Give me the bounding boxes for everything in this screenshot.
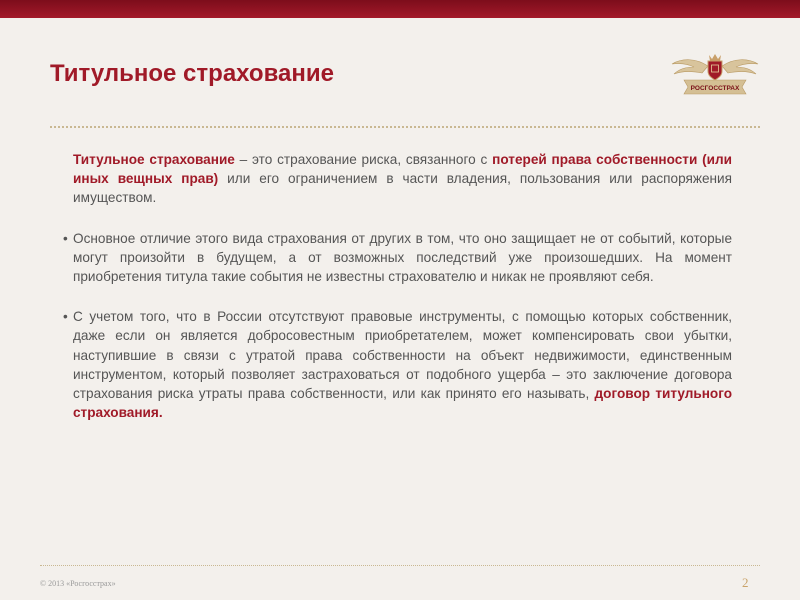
logo-text: РОСГОССТРАХ (690, 85, 740, 92)
slide-content (60, 150, 732, 443)
definition-paragraph (60, 150, 732, 208)
definition-highlight: потерей права собственности (или иных вещных прав) (73, 152, 732, 187)
page-number: 2 (742, 575, 749, 590)
title-divider (50, 126, 760, 128)
definition-text-1: – это страхование риска, связанного с (234, 152, 493, 167)
footer-divider (40, 565, 760, 566)
definition-term: Титульное страхование (73, 152, 235, 167)
bullet-paragraph-1 (60, 229, 732, 287)
definition-text-2: или его ограничением в части владения, пользования или распоряжения имуществом. (73, 171, 732, 206)
copyright-text: © 2013 «Росгосстрах» (40, 579, 116, 588)
rosgosstrakh-logo-icon (670, 46, 760, 102)
bullet-2-text: С учетом того, что в России отсутствуют правовые инструменты, с помощью которых собственник, даже если он является добросовестным приобретателем, может компенсировать свои убытки, наступившие в связи с утратой права собственности на объект недвижимости, единственным инструментом, который позволяет застраховаться от подобного ущерба – это заключение договора страхования риска утраты права собственности, или как принято его называть, (73, 309, 732, 402)
bullet-2-highlight: договор титульного страхования. (73, 386, 732, 421)
bullet-1-text: Основное отличие этого вида страхования от других в том, что оно защищает не от событий, которые могут произойти в будущем, а от возможных последствий уже произошедших. На момент приобретения титула такие события не известны страхователю и никак не проявляют себя. (73, 230, 732, 285)
top-bar (0, 0, 800, 18)
bullet-paragraph-2 (60, 307, 732, 422)
page-title: Титульное страхование (50, 60, 334, 87)
